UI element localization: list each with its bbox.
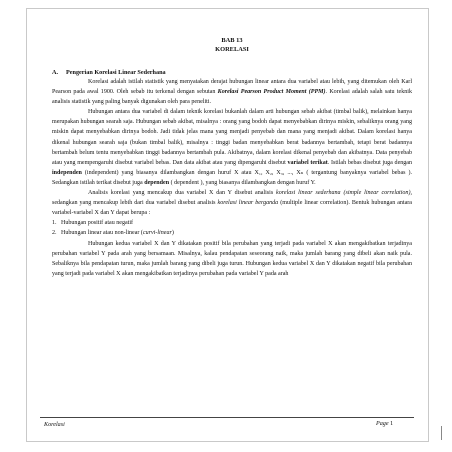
chapter-title: KORELASI — [215, 46, 249, 53]
footer-chapter-name: Korelasi — [44, 422, 65, 428]
paragraph-3: Analisis korelasi yang mencakup dua variabel X dan Y disebut analisis korelasi linear sederhana (simple linear correlation), sedangkan yang mencakup lebih dari dua variabel disebut analisis korelasi linear berganda (multiple linear correlation). Bentuk hubungan antara variabel-variabel X dan Y dapat berupa : — [52, 190, 412, 217]
list-item — [52, 218, 412, 228]
list-text: Hubungan linear atau non-linear (curvi-linear) — [61, 230, 174, 237]
paragraph-1: Korelasi adalah istilah statistik yang menyatakan derajat hubungan linear antara dua variabel atau lebih, yang ditemukan oleh Karl Pearson pada awal 1900. Oleh sebab itu terkenal dengan sebutan Korelasi Pearson Product Moment (PPM). Korelasi adalah salah satu teknik analisis statistik yang paling banyak digunakan oleh para peneliti. — [52, 79, 412, 106]
paragraph-2: Hubungan antara dua variabel di dalam teknik korelasi bukanlah dalam arti hubungan sebab akibat (timbal balik), melainkan hanya merupakan hubungan searah saja. Hubungan sebab akibat, misalnya : orang yang bodoh dapat menyebabkan dirinya miskin, sebaliknya orang yang miskin dapat menyebabkan dirinya bodoh. Jadi tidak jelas mana yang menjadi penyebab dan mana yang menjadi akibat. Dalam korelasi hanya dikenal hubungan searah saja (bukan timbal balik), misalnya : tinggi badan menyebabkan berat badannya bertambah, tetapi berat badannya bertambah belum tentu menyebabkan tinggi badannya bertambah pula. Akibatnya, dalam korelasi dikenal penyebab dan akibatnya. Data penyebab atau yang mempengaruhi disebut variabel bebas. Dan data akibat atau yang dipengaruhi disebut variabel terikat. Istilah bebas disebut juga dengan independen (independent) yang biasanya dilambangkan dengan huruf X atau X₁, X₂, X₃, ..., Xₙ ( tergantung banyaknya variabel bebas ). Sedangkan istilah terikat disebut juga dependen ( dependent ), yang biasanya dilambangkan dengan huruf Y. — [52, 109, 413, 186]
section-label: A. — [52, 69, 59, 76]
list-number: 1. — [52, 220, 57, 227]
page-label: Page — [376, 421, 389, 427]
section-title: Pengerian Korelasi Linear Sederhana — [66, 69, 166, 76]
footer-page — [376, 421, 393, 427]
list-number: 2. — [52, 230, 57, 237]
page-number: 1 — [390, 421, 394, 427]
document-body — [52, 36, 412, 279]
list-text: Hubungan positif atau negatif — [61, 220, 134, 227]
section-heading — [52, 68, 412, 77]
page-edge-mark — [441, 426, 442, 440]
relation-list — [52, 218, 412, 238]
list-item — [52, 228, 412, 238]
footer-divider — [40, 417, 414, 418]
paragraph-4: Hubungan kedua variabel X dan Y dikatakan positif bila perubahan yang terjadi pada variabel X akan mengakibatkan terjadinya perubahan variabel Y pada arah yang bersamaan. Misalnya, kalau pendapatan seseorang naik, maka jumlah barang yang dibeli akan naik pula. Sebaliknya bila pendapatan turun, maka jumlah barang yang dibeli juga turun. Hubungan kedua variabel X dan Y dikatakan negatif bila perubahan yang terjadi pada variabel X akan mengakibatkan terjadinya perubahan pada variabel Y pada arah — [52, 240, 412, 277]
chapter-number: BAB 13 — [221, 37, 243, 44]
